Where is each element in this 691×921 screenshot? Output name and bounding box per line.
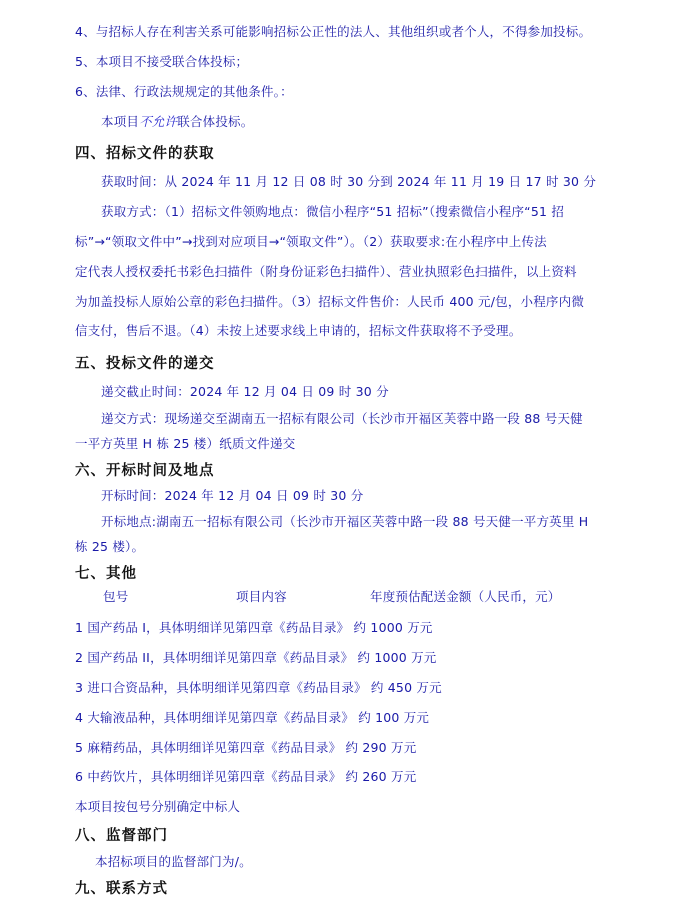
joint-prefix: 本项目 [101,114,140,129]
lot-award-note: 本项目按包号分别确定中标人 [75,799,241,814]
lot-table-header-content: 项目内容 [236,589,287,604]
submission-method-2: 一平方英里 H 栋 25 楼）纸质文件递交 [75,436,296,451]
acquisition-method-1: 获取方式：（1）招标文件领购地点：微信小程序“51 招标”（搜索微信小程序“51 招 [101,204,565,219]
opening-place-1: 开标地点:湖南五一招标有限公司（长沙市开福区芙蓉中路一段 88 号天健一平方英里 H [101,514,589,529]
lot-row: 1 国产药品 I，具体明细详见第四章《药品目录》 约 1000 万元 [75,620,433,635]
section-7-heading: 七、其他 [75,566,137,582]
lot-row: 6 中药饮片，具体明细详见第四章《药品目录》 约 260 万元 [75,769,417,784]
condition-4: 4、与招标人存在利害关系可能影响招标公正性的法人、其他组织或者个人，不得参加投标。 [75,24,592,39]
condition-5: 5、本项目不接受联合体投标； [75,54,249,69]
acquisition-method-2: 标”→“领取文件中”→找到对应项目→“领取文件”）。（2）获取要求:在小程序中上传法 [75,234,547,249]
section-4-heading: 四、招标文件的获取 [75,146,215,162]
lot-row: 5 麻精药品，具体明细详见第四章《药品目录》 约 290 万元 [75,740,417,755]
joint-suffix: 联合体投标。 [177,114,254,129]
section-5-heading: 五、投标文件的递交 [75,356,215,372]
lot-table-header-no: 包号 [103,589,129,604]
submission-method-1: 递交方式：现场递交至湖南五一招标有限公司（长沙市开福区芙蓉中路一段 88 号天健 [101,411,583,426]
acquisition-time: 获取时间：从 2024 年 11 月 12 日 08 时 30 分到 2024 年 11 月 19 日 17 时 30 分 [101,174,597,189]
submission-deadline: 递交截止时间：2024 年 12 月 04 日 09 时 30 分 [101,384,389,399]
acquisition-method-3: 定代表人授权委托书彩色扫描件（附身份证彩色扫描件）、营业执照彩色扫描件，以上资料 [75,264,577,279]
lot-row: 2 国产药品 II，具体明细详见第四章《药品目录》 约 1000 万元 [75,650,437,665]
lot-table-header-amount: 年度预估配送金额（人民币，元） [370,589,561,604]
supervision-department: 本招标项目的监督部门为/。 [95,854,252,869]
section-9-heading: 九、联系方式 [75,881,168,897]
acquisition-method-4: 为加盖投标人原始公章的彩色扫描件。（3）招标文件售价：人民币 400 元/包，小程序内微 [75,294,585,309]
opening-place-2: 栋 25 楼）。 [75,539,145,554]
section-6-heading: 六、开标时间及地点 [75,463,215,479]
section-8-heading: 八、监督部门 [75,828,168,844]
lot-row: 3 进口合资品种，具体明细详见第四章《药品目录》 约 450 万元 [75,680,442,695]
joint-emphasis: 不允许 [139,114,178,129]
lot-row: 4 大输液品种，具体明细详见第四章《药品目录》 约 100 万元 [75,710,430,725]
acquisition-method-5: 信支付，售后不退。（4）未按上述要求线上申请的，招标文件获取将不予受理。 [75,323,522,338]
condition-6: 6、法律、行政法规规定的其他条件。： [75,84,293,99]
joint-bid-statement [101,113,253,131]
opening-time: 开标时间：2024 年 12 月 04 日 09 时 30 分 [101,488,364,503]
